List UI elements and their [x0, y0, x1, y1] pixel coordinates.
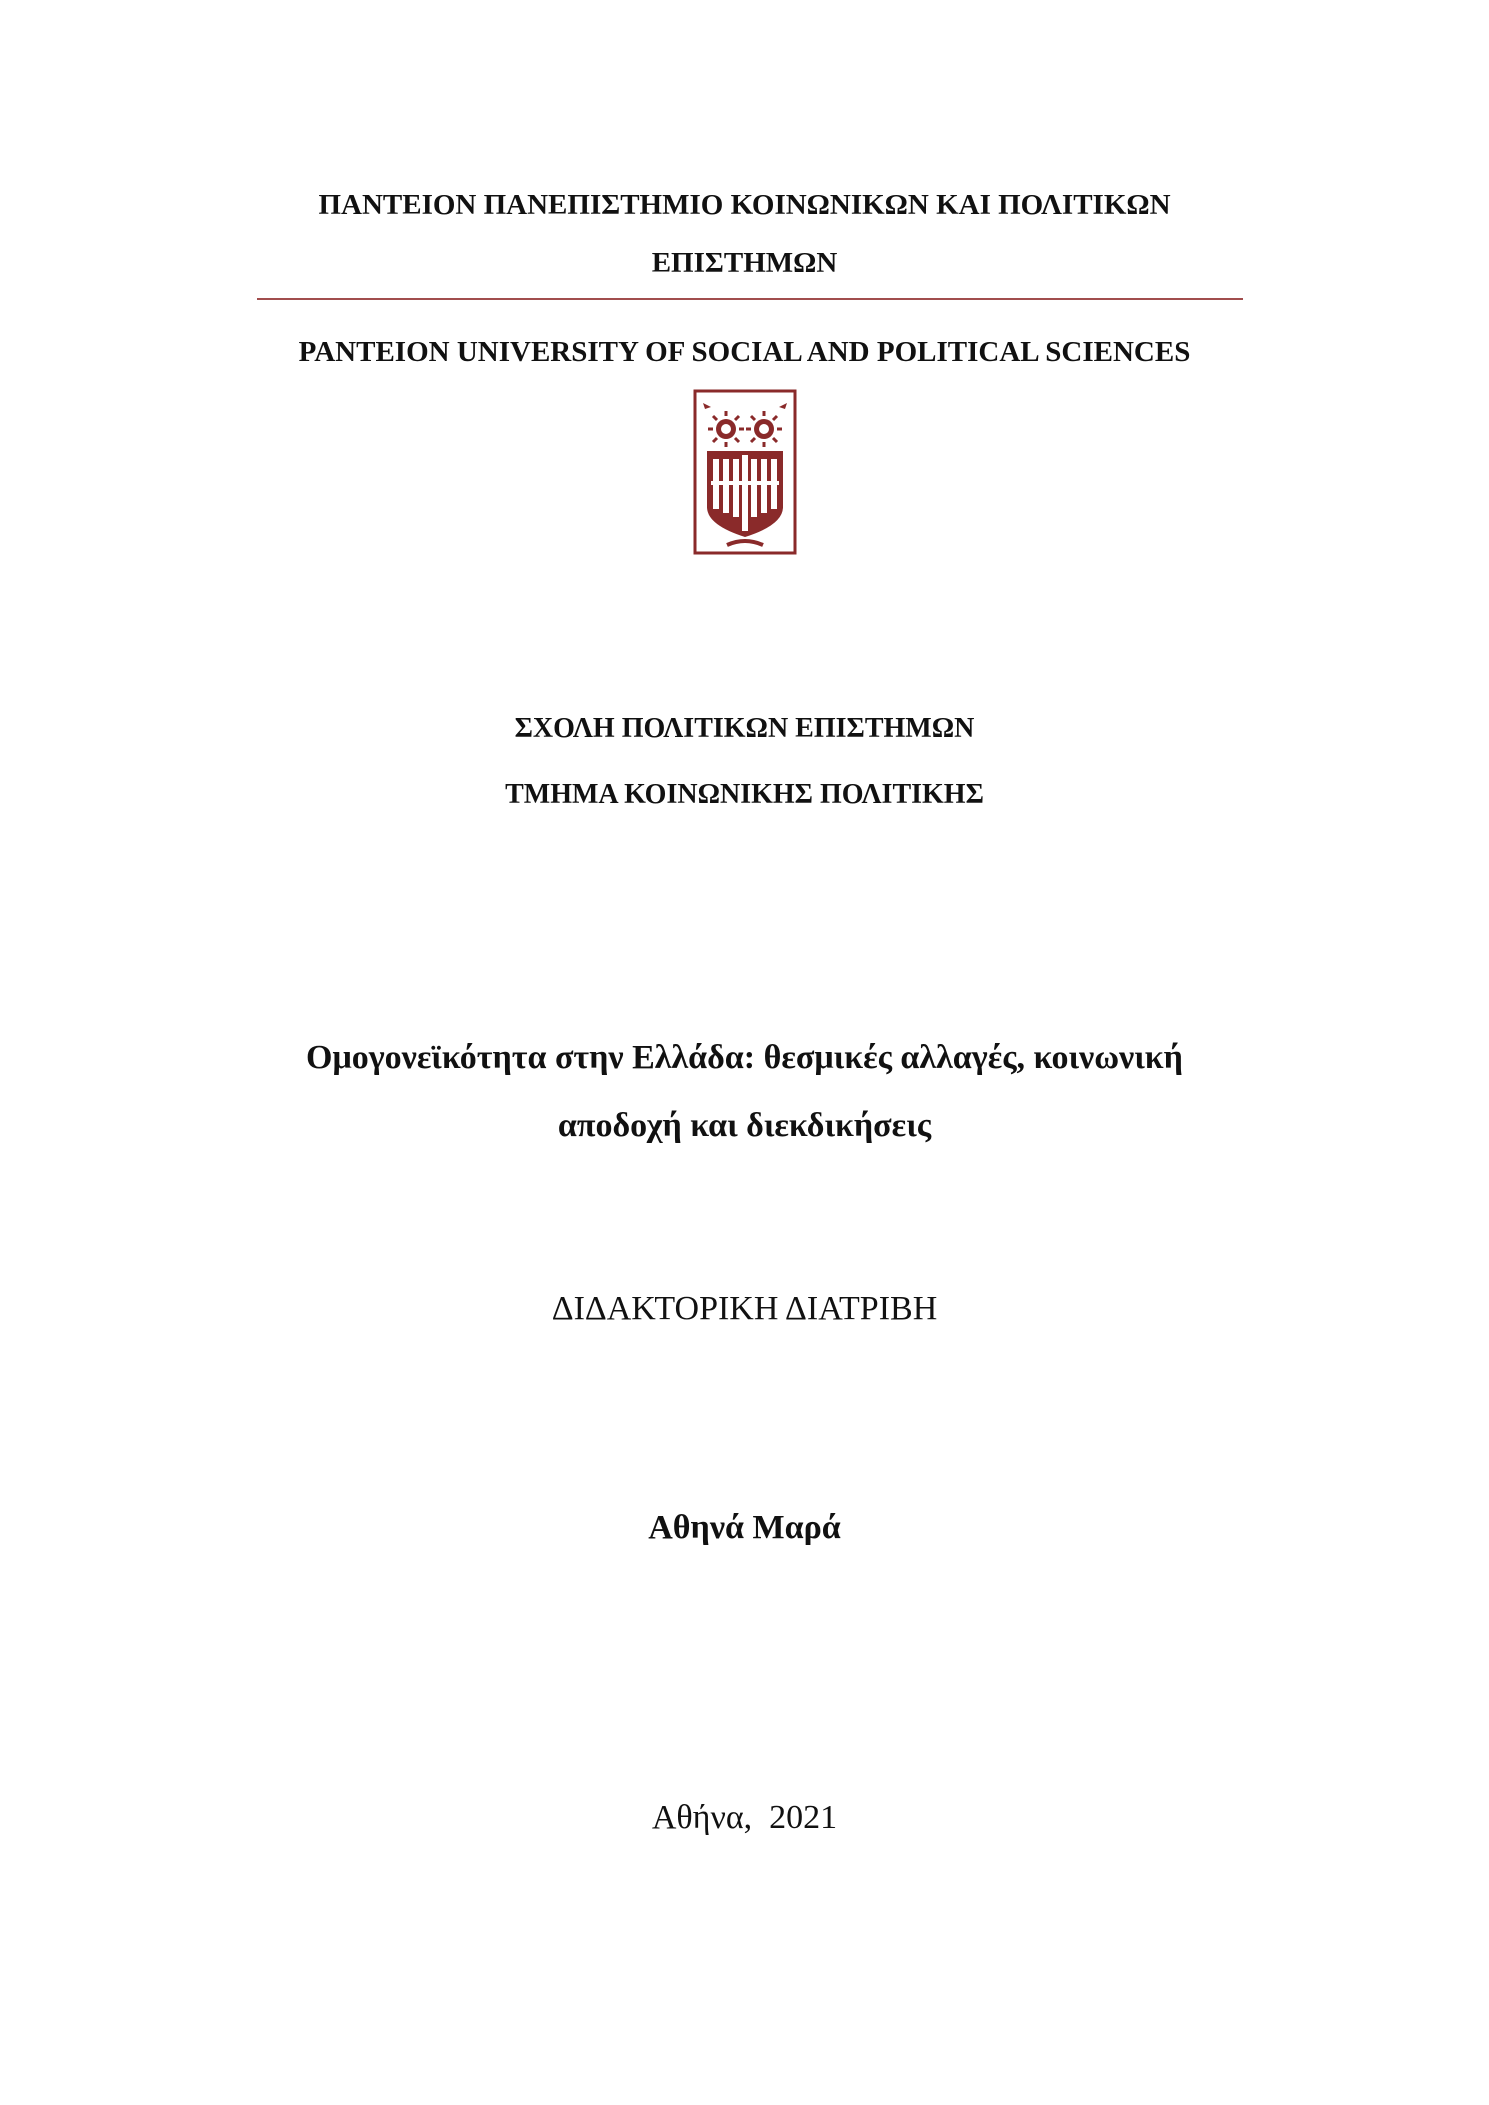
place-and-year: Αθήνα, 2021: [651, 1799, 838, 1836]
faculty-name: ΣΧΟΛΗ ΠΟΛΙΤΙΚΩΝ ΕΠΙΣΤΗΜΩΝ: [514, 713, 975, 744]
author-name: Αθηνά Μαρά: [648, 1509, 841, 1546]
header-divider: [257, 298, 1243, 300]
thesis-title: [0, 1024, 1489, 1160]
university-name-greek-line1: ΠΑΝΤΕΙΟΝ ΠΑΝΕΠΙΣΤΗΜΙΟ ΚΟΙΝΩΝΙΚΩΝ ΚΑΙ ΠΟΛΙΤΙΚΩΝ: [318, 189, 1171, 221]
university-crest-logo: [693, 389, 797, 555]
university-name-greek: [0, 176, 1489, 292]
school-and-department: [0, 696, 1489, 828]
university-name-english: PANTEION UNIVERSITY OF SOCIAL AND POLITICAL SCIENCES: [298, 336, 1191, 368]
thesis-title-line1: Ομογονεϊκότητα στην Ελλάδα: θεσμικές αλλαγές, κοινωνική: [306, 1039, 1183, 1076]
department-name: ΤΜΗΜΑ ΚΟΙΝΩΝΙΚΗΣ ΠΟΛΙΤΙΚΗΣ: [505, 779, 984, 810]
university-name-greek-line2: ΕΠΙΣΤΗΜΩΝ: [651, 247, 838, 279]
document-type: ΔΙΔΑΚΤΟΡΙΚΗ ΔΙΑΤΡΙΒΗ: [551, 1290, 938, 1327]
thesis-title-line2: αποδοχή και διεκδικήσεις: [557, 1107, 932, 1144]
